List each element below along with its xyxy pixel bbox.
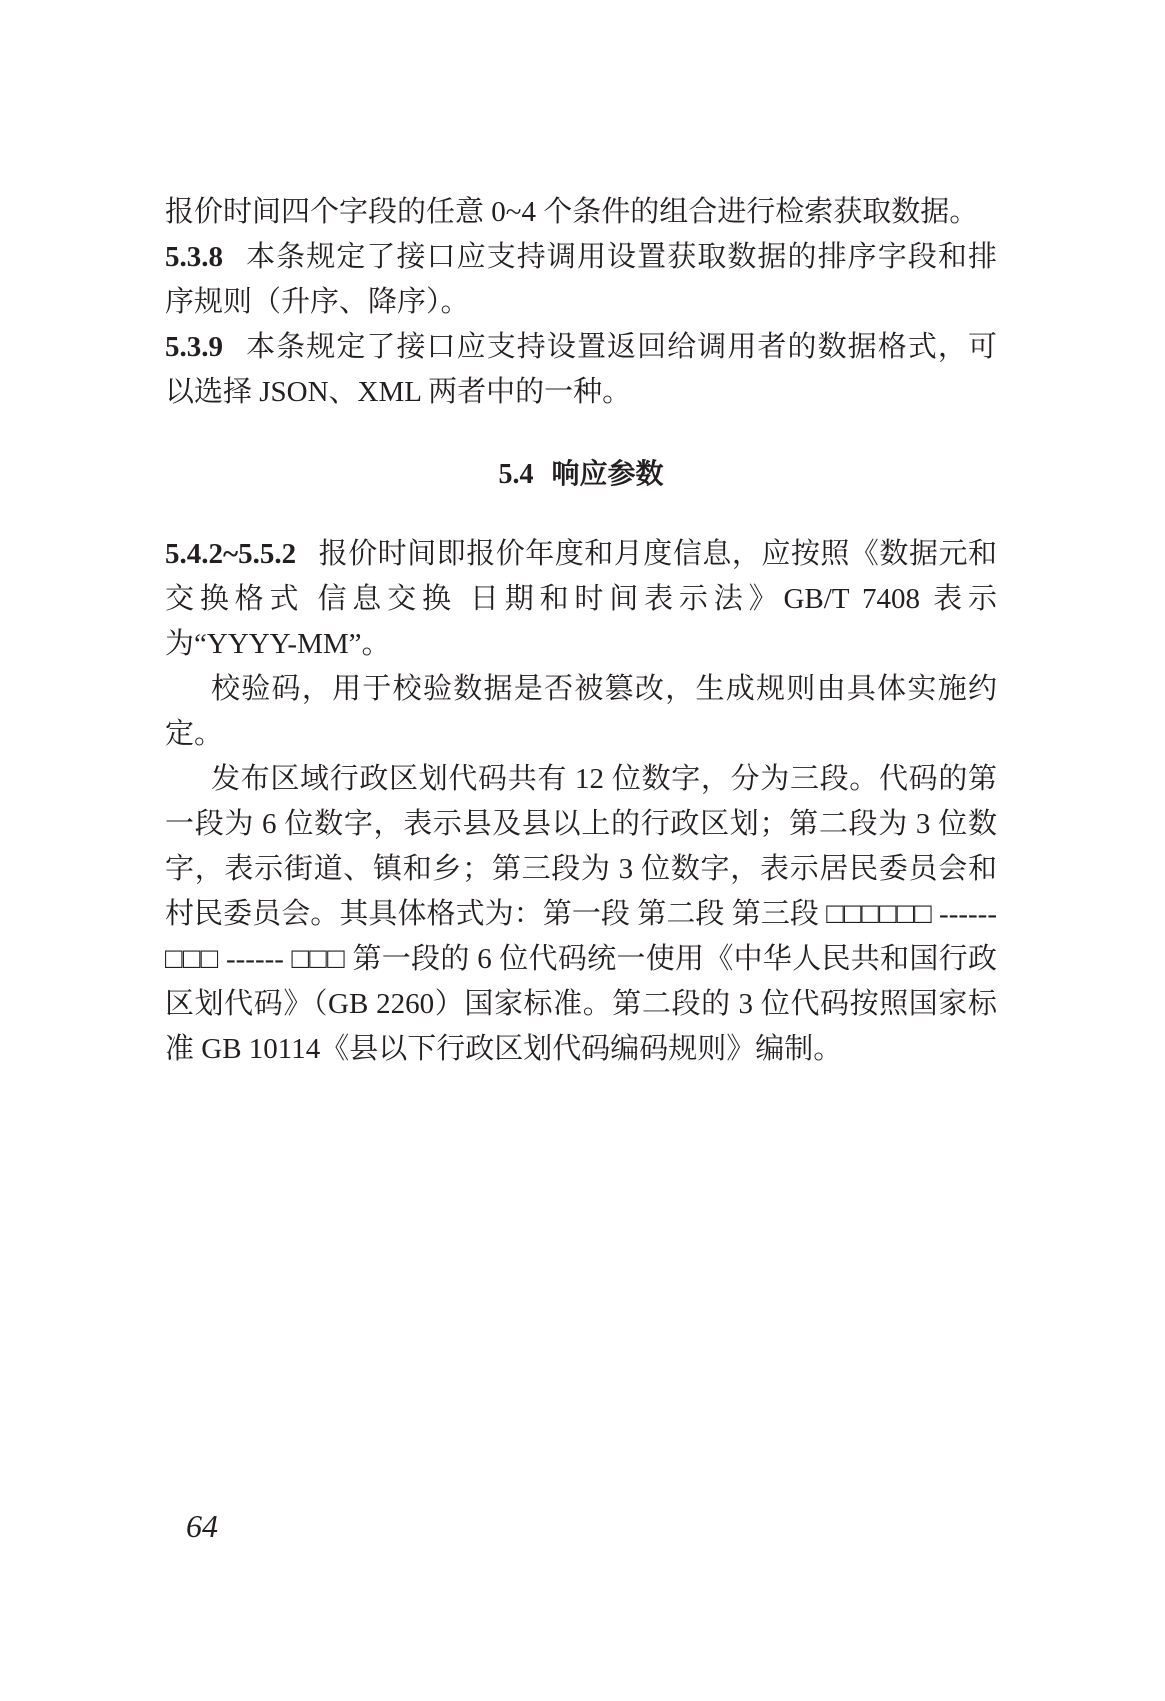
clause-text: 本条规定了接口应支持调用设置获取数据的排序字段和排序规则（升序、降序）。 xyxy=(165,241,997,318)
clause-text: 报价时间即报价年度和月度信息，应按照《数据元和交换格式 信息交换 日期和时间表示法》GB/T 7408 表示为“YYYY-MM”。 xyxy=(165,538,997,660)
clause-number: 5.3.8 xyxy=(165,241,223,273)
page-body xyxy=(165,190,997,1072)
clause-number: 5.4.2~5.5.2 xyxy=(165,538,297,570)
page-number: 64 xyxy=(186,1508,218,1544)
clause-text: 本条规定了接口应支持设置返回给调用者的数据格式，可以选择 JSON、XML 两者中的一种。 xyxy=(165,331,997,408)
section-number: 5.4 xyxy=(498,459,534,490)
clause-5-4-2 xyxy=(165,532,997,667)
paragraph-text: 校验码，用于校验数据是否被篡改，生成规则由具体实施约定。 xyxy=(165,673,997,750)
section-title: 响应参数 xyxy=(551,459,664,490)
section-heading xyxy=(165,452,997,497)
paragraph-checksum xyxy=(165,667,997,757)
clause-5-3-8 xyxy=(165,235,997,325)
clause-5-3-9 xyxy=(165,325,997,415)
clause-number: 5.3.9 xyxy=(165,331,223,363)
paragraph-text: 报价时间四个字段的任意 0~4 个条件的组合进行检索获取数据。 xyxy=(165,196,979,228)
paragraph-region-code xyxy=(165,757,997,1072)
paragraph-search-conditions xyxy=(165,190,997,235)
paragraph-text: 发布区域行政区划代码共有 12 位数字，分为三段。代码的第一段为 6 位数字，表示县及县以上的行政区划；第二段为 3 位数字，表示街道、镇和乡；第三段为 3 位数字，表示居民委员会和村民委员会。其具体格式为：第一段 第二段 第三段 □□□□□□ ------ □□□ ------ □□□ 第一段的 6 位代码统一使用《中华人民共和国行政区划代码》（GB 2260）国家标准。第二段的 3 位代码按照国家标准 GB 10114《县以下行政区划代码编码规则》编制。 xyxy=(165,763,997,1065)
